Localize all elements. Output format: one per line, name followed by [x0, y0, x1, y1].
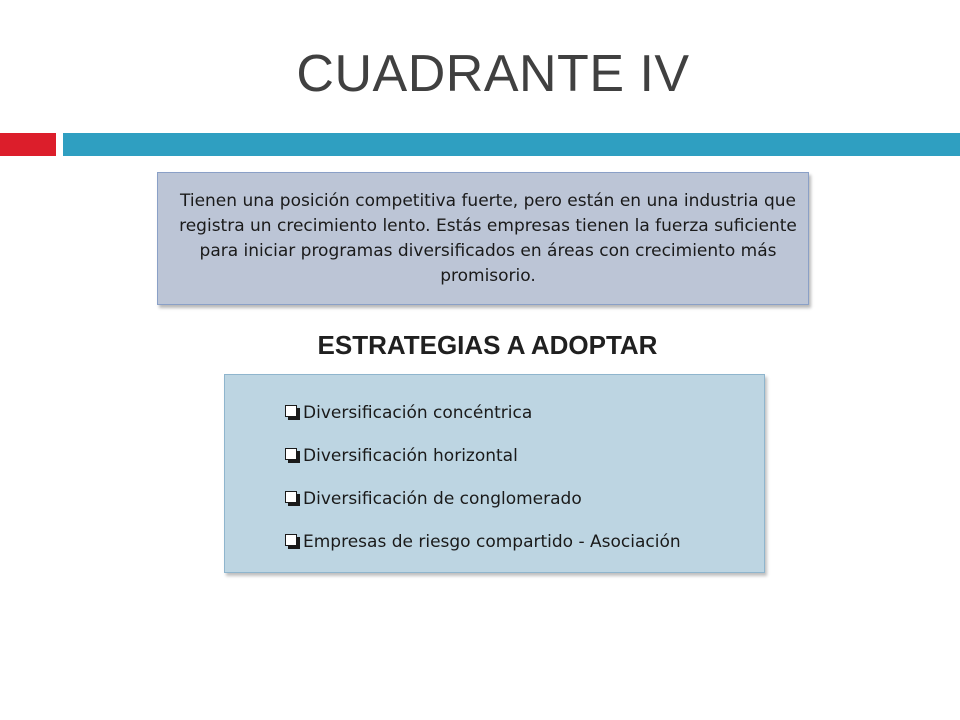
- description-text: Tienen una posición competitiva fuerte, pero están en una industria que registra un crecimiento lento. Estás empresas tienen la fuerza suficiente para iniciar programas diversificados en áreas con crecimiento más promisorio.: [179, 190, 797, 286]
- strategies-heading: ESTRATEGIAS A ADOPTAR: [317, 330, 658, 360]
- checkbox-icon: [285, 448, 301, 464]
- strategy-label: Diversificación concéntrica: [303, 403, 533, 423]
- strategy-item: [285, 528, 681, 556]
- slide-title: CUADRANTE IV: [296, 45, 690, 103]
- strategy-item: [285, 442, 681, 470]
- checkbox-icon: [285, 534, 301, 550]
- strategies-box: [224, 374, 765, 573]
- strategy-label: Diversificación de conglomerado: [303, 489, 582, 509]
- accent-bar-blue: [63, 133, 960, 156]
- strategy-label: Diversificación horizontal: [303, 446, 518, 466]
- description-box: [157, 172, 809, 305]
- checkbox-icon: [285, 405, 301, 421]
- strategy-list: [285, 399, 681, 571]
- accent-bar-red: [0, 133, 56, 156]
- strategy-item: [285, 399, 681, 427]
- checkbox-icon: [285, 491, 301, 507]
- strategy-item: [285, 485, 681, 513]
- strategy-label: Empresas de riesgo compartido - Asociación: [303, 532, 681, 552]
